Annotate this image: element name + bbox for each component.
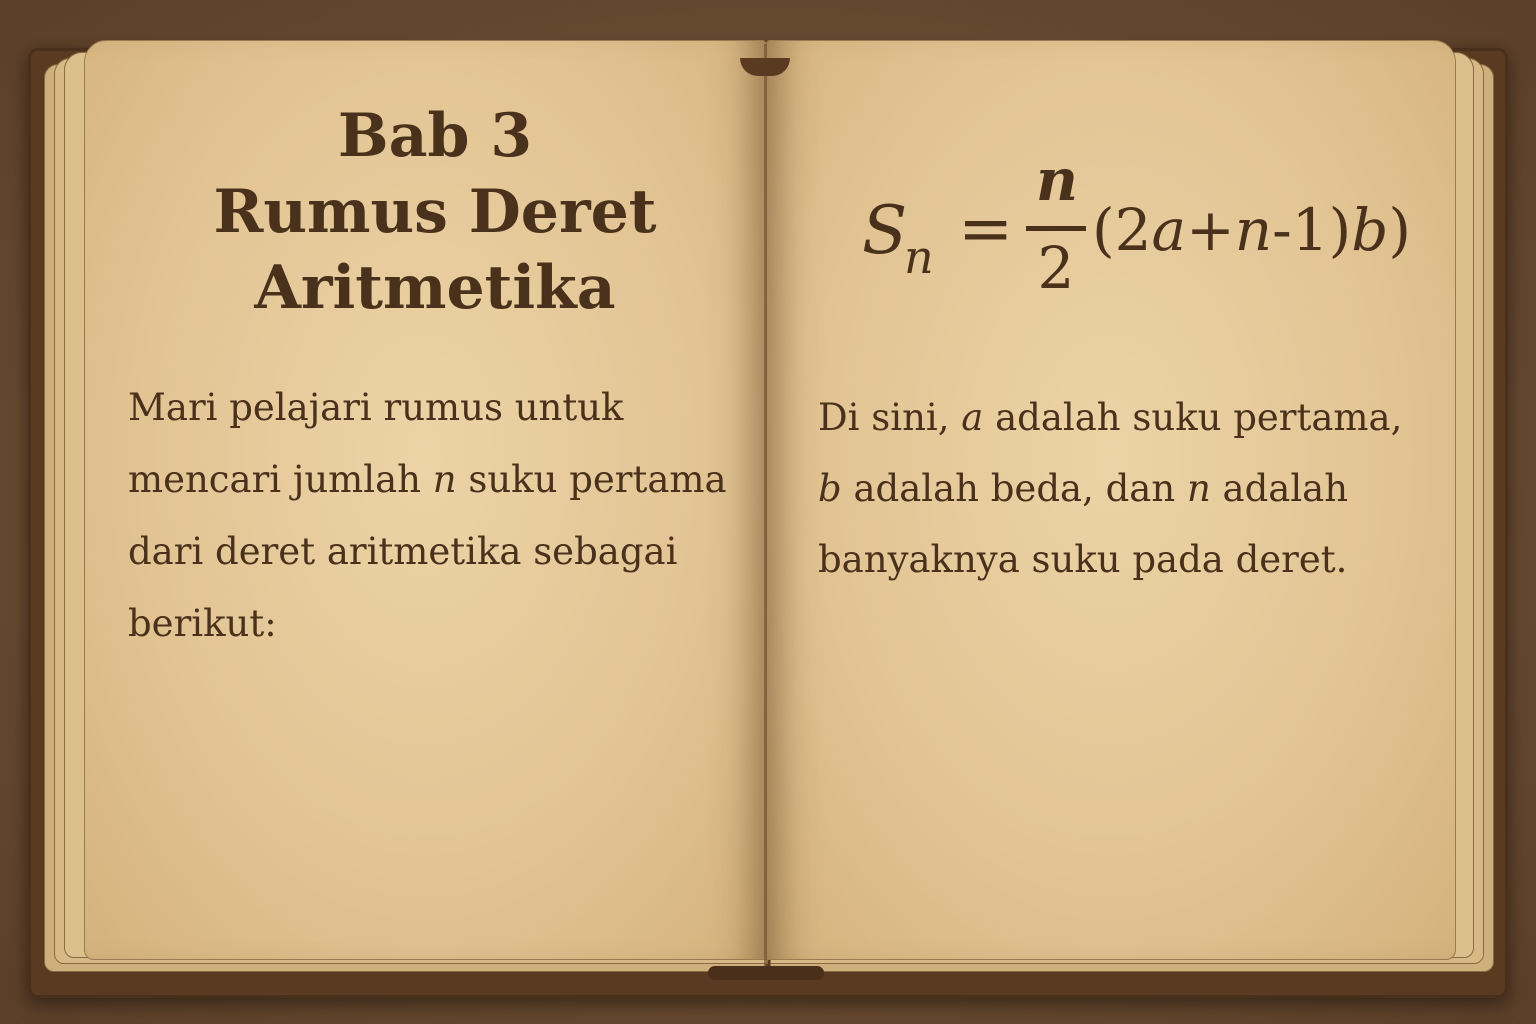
formula-var-a: a	[1151, 196, 1187, 264]
intro-text-before: Mari pelajari rumus untuk mencari jumlah	[128, 386, 624, 501]
spine-bottom	[708, 966, 824, 980]
chapter-title-line2: Aritmetika	[254, 253, 616, 323]
explanation-paragraph	[818, 382, 1418, 595]
intro-variable-n: n	[432, 458, 457, 501]
formula-minus-one: -1)	[1272, 196, 1352, 264]
formula-numerator: n	[1035, 146, 1079, 214]
formula-paren-close: )	[1388, 196, 1412, 264]
chapter-title	[160, 98, 710, 326]
chapter-title-line1: Rumus Deret	[213, 177, 657, 247]
explain-var-a: a	[961, 396, 984, 439]
formula-sum-symbol: S	[862, 192, 908, 269]
explain-seg1: Di sini,	[818, 396, 950, 439]
formula-sum-subscript: n	[904, 230, 934, 284]
formula-paren-open: (2	[1092, 196, 1152, 264]
formula-var-b: b	[1351, 196, 1389, 264]
intro-paragraph	[128, 372, 748, 660]
explain-seg3: adalah beda, dan	[853, 467, 1176, 510]
explain-seg4: adalah banyaknya suku pada deret.	[818, 467, 1349, 581]
formula-plus: +	[1186, 196, 1235, 264]
explain-seg2: adalah suku pertama,	[995, 396, 1403, 439]
book-spine	[764, 44, 767, 968]
formula-equals: =	[958, 190, 1014, 267]
formula-denominator: 2	[1037, 234, 1075, 302]
formula-fraction-bar	[1026, 226, 1086, 231]
explain-var-b: b	[818, 467, 842, 510]
intro-text-after: suku pertama dari deret aritmetika sebagai berikut:	[128, 458, 727, 645]
arithmetic-series-formula	[862, 146, 1422, 302]
chapter-label: Bab 3	[337, 101, 533, 171]
formula-var-n: n	[1234, 196, 1273, 264]
explain-var-n: n	[1186, 467, 1211, 510]
formula-bracket-expression	[1092, 196, 1411, 264]
